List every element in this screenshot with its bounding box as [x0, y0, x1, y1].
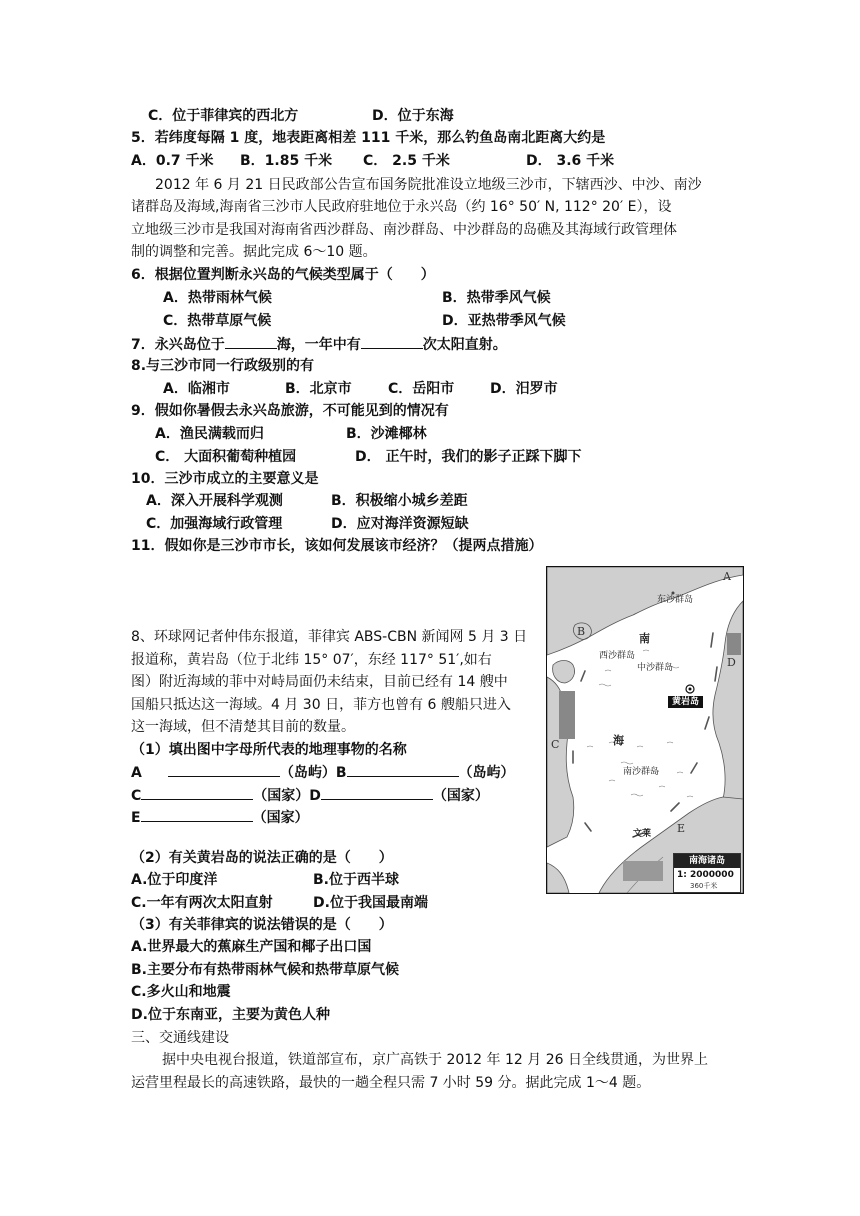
section3-title: 三、交通线建设: [131, 1030, 229, 1046]
q7-line: [131, 334, 507, 355]
q8-option-c: C．岳阳市: [388, 381, 455, 397]
section3-line1: 据中央电视台报道，铁道部宣布，京广高铁于 2012 年 12 月 26 日全线贯通，为世界上: [162, 1052, 708, 1068]
q4-option-d: D．位于东海: [372, 108, 454, 124]
q8-option-d: D．汨罗市: [490, 381, 558, 397]
island-suffix-2: （岛屿）: [458, 765, 515, 781]
q7-blank-1[interactable]: [225, 334, 277, 349]
q9-option-d: D． 正午时，我们的影子正踩下脚下: [355, 449, 582, 465]
blank-d[interactable]: [321, 785, 433, 800]
sub3-option-c: C.多火山和地震: [131, 984, 231, 1000]
legend-km: 360千米: [690, 882, 718, 890]
q9-option-c: C． 大面积葡萄种植园: [155, 449, 297, 465]
passage1-line1: 2012 年 6 月 21 日民政部公告宣布国务院批准设立地级三沙市，下辖西沙、中沙、南沙: [155, 177, 702, 193]
q10-option-d: D．应对海洋资源短缺: [331, 516, 469, 532]
q8-option-b: B．北京市: [285, 381, 352, 397]
q5-option-d: D． 3.6 千米: [526, 153, 615, 169]
label-c: C: [131, 788, 142, 804]
letter-a: A: [723, 570, 731, 583]
passage2-line4: 国船只抵达这一海域。4 月 30 日，菲方也曾有 6 艘船只进入: [131, 697, 511, 713]
q5-option-b: B．1.85 千米: [240, 153, 333, 169]
q7-part3: 次太阳直射。: [422, 337, 507, 353]
label-nan: 南: [639, 632, 650, 645]
q9-option-a: A．渔民满载而归: [155, 426, 264, 442]
label-xisha: 西沙群岛: [599, 651, 636, 661]
q10-stem: 10．三沙市成立的主要意义是: [131, 471, 319, 487]
q7-blank-2[interactable]: [361, 334, 423, 349]
sub3-stem: （3）有关菲律宾的说法错误的是（ ）: [131, 917, 393, 933]
q6-stem: 6．根据位置判断永兴岛的气候类型属于（ ）: [131, 267, 435, 283]
sub2-stem: （2）有关黄岩岛的说法正确的是（ ）: [131, 850, 393, 866]
label-wenlai: 文莱: [633, 829, 652, 839]
country-suffix-2: （国家）: [432, 788, 489, 804]
blank-c[interactable]: [141, 785, 253, 800]
q10-option-a: A．深入开展科学观测: [146, 493, 283, 509]
q5-stem: 5．若纬度每隔 1 度，地表距离相差 111 千米，那么钓鱼岛南北距离大约是: [131, 130, 606, 146]
section3-line2: 运营里程最长的高速铁路，最快的一趟全程只需 7 小时 59 分。据此完成 1～4 题。: [131, 1075, 651, 1091]
sub2-option-b: B.位于西半球: [313, 872, 399, 888]
q11-stem: 11．假如你是三沙市市长，该如何发展该市经济？（提两点措施）: [131, 538, 543, 554]
blank-b[interactable]: [347, 762, 459, 777]
q8-option-a: A．临湘市: [163, 381, 230, 397]
label-a: A: [131, 765, 142, 781]
q9-stem: 9．假如你暑假去永兴岛旅游，不可能见到的情况有: [131, 403, 449, 419]
label-e: E: [131, 810, 141, 826]
legend-title: 南海诸岛: [674, 854, 740, 868]
sub1-row2: [131, 785, 489, 806]
country-suffix-3: （国家）: [252, 810, 309, 826]
south-china-sea-map: [546, 566, 744, 894]
q6-option-b: B．热带季风气候: [442, 290, 551, 306]
q6-option-c: C．热带草原气候: [163, 313, 272, 329]
q9-option-b: B．沙滩椰林: [346, 426, 427, 442]
letter-d: D: [727, 656, 736, 669]
q6-option-a: A．热带雨林气候: [163, 290, 272, 306]
q10-option-c: C．加强海域行政管理: [146, 516, 283, 532]
label-zhongsha: 中沙群岛: [637, 663, 674, 673]
sub2-option-c: C.一年有两次太阳直射: [131, 895, 273, 911]
q10-option-b: B．积极缩小城乡差距: [331, 493, 468, 509]
island-suffix-1: （岛屿）B: [279, 765, 347, 781]
sub3-option-b: B.主要分布有热带雨林气候和热带草原气候: [131, 962, 399, 978]
passage1-line4: 制的调整和完善。据此完成 6～10 题。: [131, 244, 377, 260]
map-graphic: [547, 567, 743, 893]
passage2-line3: 图）附近海域的菲中对峙局面仍未结束，目前已经有 14 艘中: [131, 674, 508, 690]
country-suffix-1: （国家）D: [253, 788, 321, 804]
letter-b: B: [577, 625, 586, 638]
sub1-row3: [131, 807, 309, 828]
map-legend: [673, 853, 741, 893]
passage2-line2: 报道称，黄岩岛（位于北纬 15° 07′，东经 117° 51′,如右: [131, 652, 492, 668]
label-dongsha: 东沙群岛: [657, 595, 694, 605]
q7-part2: 海，一年中有: [276, 337, 361, 353]
label-hai: 海: [613, 734, 624, 747]
letter-c: C: [551, 738, 560, 751]
sub3-option-a: A.世界最大的蕉麻生产国和椰子出口国: [131, 939, 372, 955]
label-nansha: 南沙群岛: [623, 767, 660, 777]
q5-option-a: A．0.7 千米: [131, 153, 214, 169]
sub2-option-a: A.位于印度洋: [131, 872, 218, 888]
q8-stem: 8.与三沙市同一行政级别的有: [131, 358, 315, 374]
q6-option-d: D．亚热带季风气候: [442, 313, 566, 329]
passage2-line5: 这一海域，但不清楚其目前的数量。: [131, 719, 355, 735]
q7-part1: 7．永兴岛位于: [131, 337, 225, 353]
label-huangyan: 黄岩岛: [668, 696, 703, 708]
sub2-option-d: D.位于我国最南端: [313, 895, 428, 911]
blank-a[interactable]: [168, 762, 280, 777]
legend-scale: 1: 2000000: [677, 870, 734, 880]
passage2-line1: 8、环球网记者仲伟东报道，菲律宾 ABS-CBN 新闻网 5 月 3 日: [131, 629, 528, 645]
passage1-line2: 诸群岛及海域,海南省三沙市人民政府驻地位于永兴岛（约 16° 50′ N, 112° 20′ E），设: [131, 199, 672, 215]
letter-e: E: [677, 822, 686, 835]
q5-option-c: C． 2.5 千米: [363, 153, 450, 169]
blank-e[interactable]: [141, 807, 253, 822]
sub3-option-d: D.位于东南亚，主要为黄色人种: [131, 1007, 330, 1023]
q4-option-c: C．位于菲律宾的西北方: [148, 108, 299, 124]
passage1-line3: 立地级三沙市是我国对海南省西沙群岛、南沙群岛、中沙群岛的岛礁及其海域行政管理体: [131, 222, 677, 238]
sub1-stem: （1）填出图中字母所代表的地理事物的名称: [131, 742, 407, 758]
sub1-row1: [131, 762, 515, 783]
